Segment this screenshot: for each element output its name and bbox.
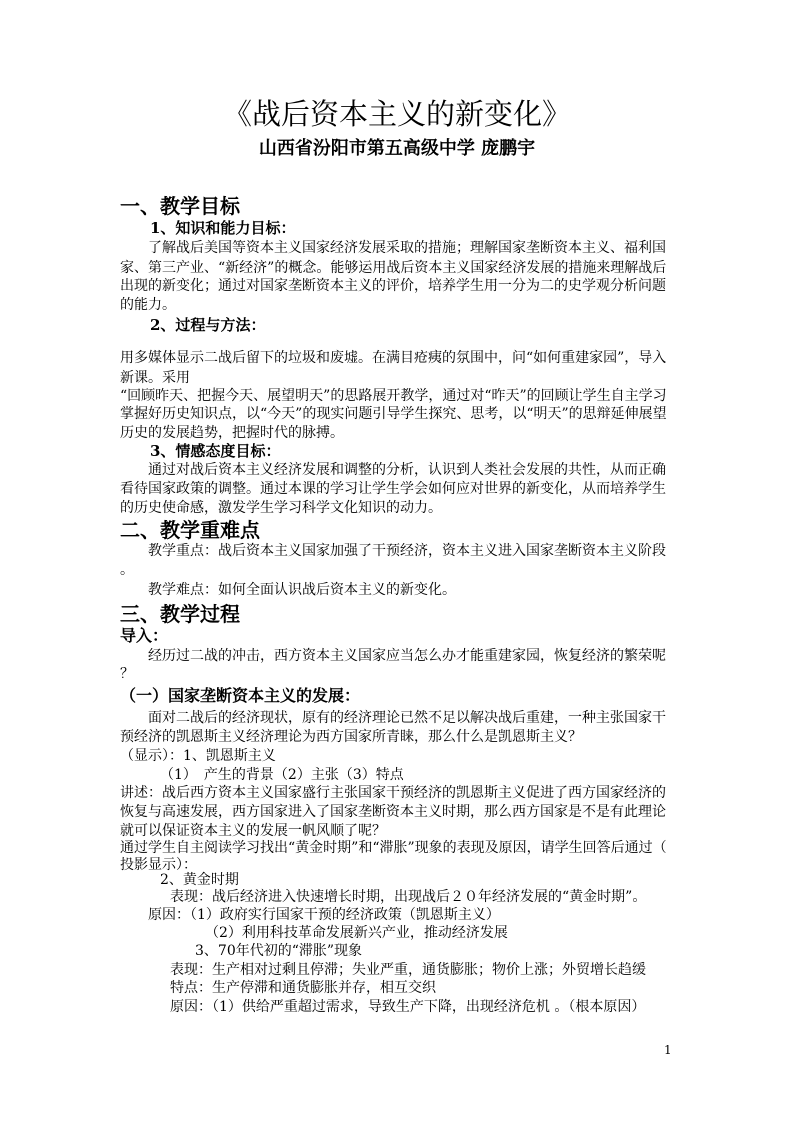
body-line: 特点：生产停滞和通货膨胀并存，相互交织 [170,980,436,996]
paragraph-line: 用多媒体显示二战后留下的垃圾和废墟。在满目疮痍的氛围中，问“如何重建家园”，导入 [120,350,667,366]
intro-line: 经历过二战的冲击，西方资本主义国家应当怎么办才能重建家园，恢复经济的繁荣呢 [148,648,666,664]
intro-label: 导入： [120,626,169,645]
body-line: 原因：（1）政府实行国家干预的经济政策（凯恩斯主义） [148,907,500,923]
body-line: 面对二战后的经济现状，原有的经济理论已然不足以解决战后重建，一种主张国家干 [148,710,666,726]
document-title: 《战后资本主义的新变化》 [222,97,571,131]
body-line: 就可以保证资本主义的发展一帆风顺了呢？ [120,823,386,839]
body-line: 原因：（1）供给严重超过需求，导致生产下降，出现经济危机 。（根本原因） [170,999,646,1015]
key-point-line: 教学重点：战后资本主义国家加强了干预经济，资本主义进入国家垄断资本主义阶段 [148,543,666,559]
subheading-emotion: 3、情感态度目标： [150,442,281,460]
key-point-line: 。 [120,562,134,578]
paragraph-line: 出现的新变化；通过对国家垄断资本主义的评价，培养学生用一分为二的史学观分析问题 [120,278,666,294]
subsection-heading: （一）国家垄断资本主义的发展： [120,686,361,705]
paragraph-line: 的历史使命感，激发学生学习科学文化知识的动力。 [120,500,442,516]
paragraph-line: 家、第三产业、“新经济”的概念。能够运用战后资本主义国家经济发展的措施来理解战后 [120,260,667,276]
paragraph-line: “回顾昨天、把握今天、展望明天”的思路展开教学，通过对“昨天”的回顾让学生自主学习 [120,388,667,404]
paragraph-line: 新课。采用 [120,370,190,386]
body-line: 讲述：战后西方资本主义国家盛行主张国家干预经济的凯恩斯主义促进了西方国家经济的 [120,785,666,801]
body-line: （1） 产生的背景（2）主张（3）特点 [160,767,404,783]
body-line: 预经济的凯恩斯主义经济理论为西方国家所青睐，那么什么是凯恩斯主义？ [120,729,582,745]
body-line: （2）利用科技革命发展新兴产业，推动经济发展 [205,925,508,941]
paragraph-line: 看待国家政策的调整。通过本课的学习让学生学会如何应对世界的新变化，从而培养学生 [120,481,666,497]
subheading-knowledge: 1、知识和能力目标： [150,219,296,237]
subheading-process: 2、过程与方法： [150,316,266,334]
section-heading-goals: 一、教学目标 [120,194,240,218]
paragraph-line: 掌握好历史知识点，以“今天”的现实问题引导学生探究、思考，以“明天”的思辩延伸展望 [120,406,667,422]
section-heading-process: 三、教学过程 [120,602,240,626]
body-line: 表现：生产相对过剩且停滞；失业严重，通货膨胀；物价上涨；外贸增长趋缓 [170,962,646,978]
body-line: 通过学生自主阅读学习找出“黄金时期”和“滞胀”现象的表现及原因，请学生回答后通过（ [120,840,667,856]
paragraph-line: 的能力。 [120,297,176,313]
paragraph-line: 了解战后美国等资本主义国家经济发展采取的措施；理解国家垄断资本主义、福利国 [148,240,666,256]
body-line: （显示）：1、凯恩斯主义 [120,748,276,764]
section-heading-keypoints: 二、教学重难点 [120,518,260,542]
difficulty-line: 教学难点：如何全面认识战后资本主义的新变化。 [148,582,456,598]
page-number: 1 [664,1043,672,1057]
paragraph-line: 历史的发展趋势，把握时代的脉搏。 [120,425,344,441]
body-line: 投影显示）： [120,857,197,873]
author-line: 山西省汾阳市第五高级中学 庞鹏宇 [258,138,536,159]
intro-line: ？ [120,666,134,682]
body-line: 表现：战后经济进入快速增长时期，出现战后２０年经济发展的“黄金时期”。 [170,889,647,905]
body-line: 恢复与高速发展，西方国家进入了国家垄断资本主义时期，那么西方国家是不是有此理论 [120,804,666,820]
body-line: 2、黄金时期 [160,872,239,888]
paragraph-line: 通过对战后资本主义经济发展和调整的分析，认识到人类社会发展的共性，从而正确 [148,462,666,478]
body-line: 3、70年代初的“滞胀”现象 [195,943,363,959]
